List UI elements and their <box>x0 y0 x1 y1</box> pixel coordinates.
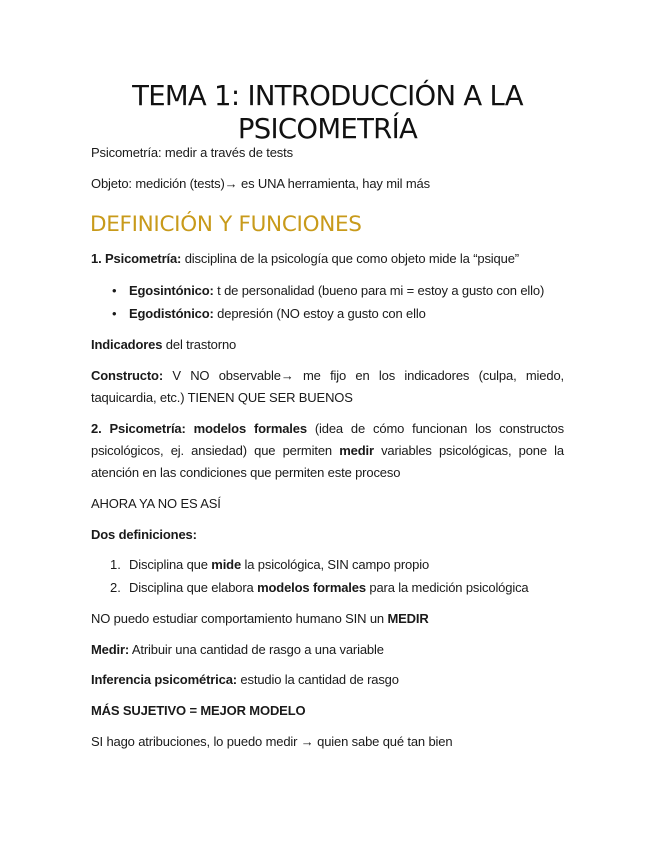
inferencia-label: Inferencia psicométrica: <box>91 672 237 687</box>
constructo-paragraph <box>91 365 564 409</box>
list-number: 2. <box>110 580 121 595</box>
medir-label: Medir: <box>91 642 130 657</box>
numbered-item-text: para la medición psicológica <box>365 580 529 595</box>
definition-1-label: 1. Psicometría: <box>91 251 182 266</box>
dos-definiciones-label: Dos definiciones: <box>91 527 197 542</box>
title-line-2: PSICOMETRÍA <box>237 113 418 145</box>
no-puedo-text: NO puedo estudiar comportamiento humano SIN un <box>91 611 388 626</box>
numbered-item-bold: mide <box>211 557 242 572</box>
mas-sujetivo-text: MÁS SUJETIVO = MEJOR MODELO <box>91 703 306 718</box>
numbered-item-bold: modelos formales <box>257 580 366 595</box>
si-hago-line: SI hago atribuciones, lo puedo medir → quien sabe qué tan bien <box>91 734 453 749</box>
indicadores-line <box>91 334 564 356</box>
indicadores-label: Indicadores <box>91 337 163 352</box>
definition-2-medir: medir <box>339 443 374 458</box>
numbered-item-text: Disciplina que <box>129 557 212 572</box>
constructo-label: Constructo: <box>91 368 164 383</box>
list-number: 1. <box>110 557 121 572</box>
definition-2-label: 2. Psicometría: modelos formales <box>91 421 307 436</box>
bullet-label: Egodistónico: <box>129 306 214 321</box>
definition-2 <box>91 418 564 484</box>
constructo-text: V NO observable→ me fijo en los indicadores (culpa, miedo, taquicardia, etc.) TIENEN QUE SER BUENOS <box>91 368 564 405</box>
medir-text: Atribuir una cantidad de rasgo a una variable <box>129 642 384 657</box>
title-line-1: TEMA 1: INTRODUCCIÓN A LA <box>132 80 523 112</box>
bullet-item-egosintonico <box>129 280 569 302</box>
numbered-item-1 <box>129 554 569 576</box>
bullet-label: Egosintónico: <box>129 283 214 298</box>
no-puedo-line <box>91 608 564 630</box>
intro-psicometria: Psicometría: medir a través de tests <box>91 145 293 160</box>
intro-objeto: Objeto: medición (tests)→ es UNA herramienta, hay mil más <box>91 176 430 191</box>
definition-1 <box>91 248 564 270</box>
page-title <box>60 80 595 146</box>
ahora-line: AHORA YA NO ES ASÍ <box>91 496 221 511</box>
dos-definiciones-heading <box>91 524 564 546</box>
bullet-item-egodistonico <box>129 303 569 325</box>
numbered-item-2 <box>129 577 569 599</box>
section-heading: DEFINICIÓN Y FUNCIONES <box>90 212 362 237</box>
mas-sujetivo-line <box>91 700 564 722</box>
bullet-text: t de personalidad (bueno para mi = estoy a gusto con ello) <box>213 283 545 298</box>
definition-2-text-a: (idea de cómo funcionan los constructos psicológicos, ej. ansiedad) que permiten <box>91 421 564 458</box>
numbered-item-text: Disciplina que elabora <box>129 580 258 595</box>
inferencia-line <box>91 669 564 691</box>
medir-line <box>91 639 564 661</box>
inferencia-text: estudio la cantidad de rasgo <box>236 672 399 687</box>
bullet-text: depresión (NO estoy a gusto con ello <box>213 306 426 321</box>
indicadores-text: del trastorno <box>162 337 237 352</box>
numbered-item-text: la psicológica, SIN campo propio <box>241 557 430 572</box>
bullet-marker: • <box>112 283 117 298</box>
bullet-marker: • <box>112 306 117 321</box>
definition-1-text: disciplina de la psicología que como objeto mide la “psique” <box>181 251 519 266</box>
no-puedo-bold: MEDIR <box>387 611 429 626</box>
definition-2-text-b: variables psicológicas, pone la atención en las condiciones que permiten este proceso <box>91 443 565 480</box>
